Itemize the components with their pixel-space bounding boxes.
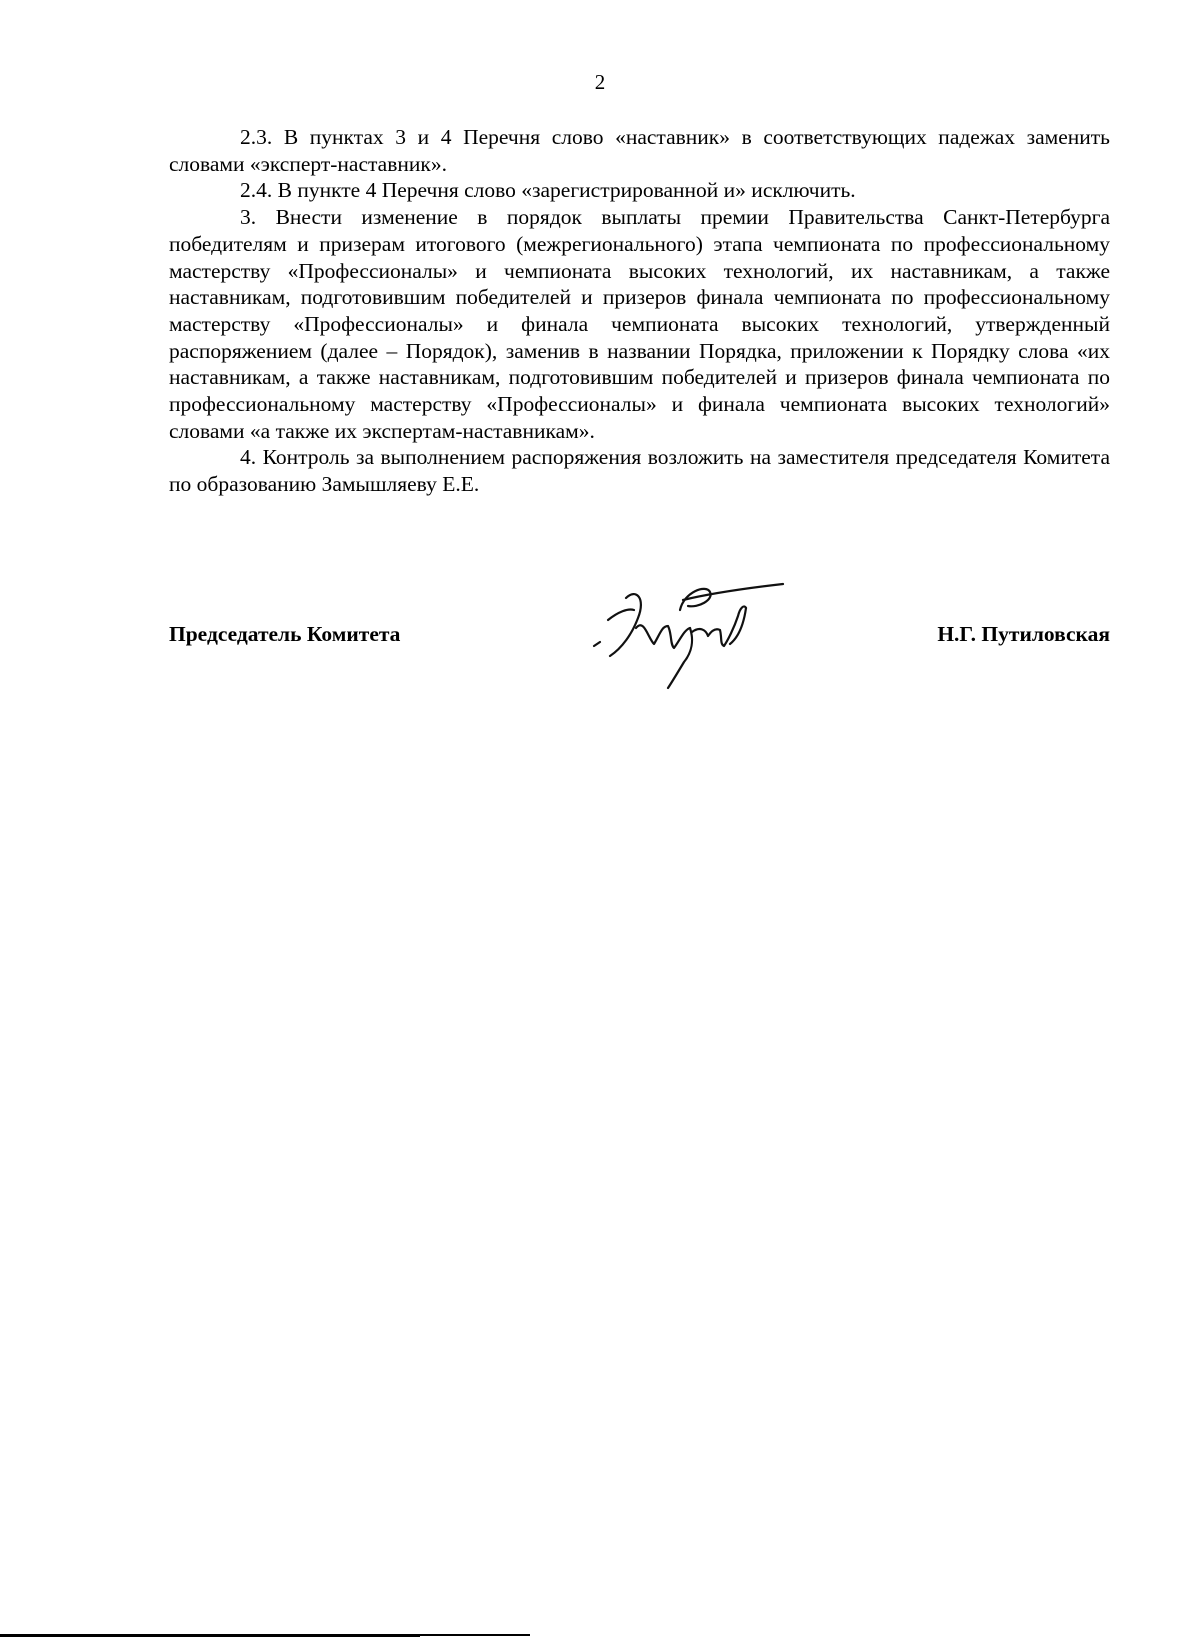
paragraph-2-3: 2.3. В пунктах 3 и 4 Перечня слово «наставник» в соответствующих падежах заменить словами «эксперт-наставник». xyxy=(169,125,1110,176)
paragraph-4: 4. Контроль за выполнением распоряжения возложить на заместителя председателя Комитета по образованию Замышляеву Е.Е. xyxy=(169,445,1110,497)
paragraph-3: 3. Внести изменение в порядок выплаты премии Правительства Санкт-Петербурга победителям и призерам итогового (межрегионального) этапа чемпионата по профессиональному мастерству «Профессионалы» и чемпионата высоких технологий, их наставникам, а также наставникам, подготовившим победителей и призеров финала чемпионата по профессиональному мастерству «Профессионалы» и финала чемпионата высоких технологий, утвержденный распоряжением (далее – Порядок), заменив в названии Порядка, приложении к Порядку слова «их наставникам, а также наставникам, подготовившим победителей и призеров финала чемпионата по профессиональному мастерству «Профессионалы» и финала чемпионата высоких технологий» словами «а также их экспертам-наставникам». xyxy=(169,205,1110,443)
signatory-title: Председатель Комитета xyxy=(169,622,401,646)
scan-edge-line xyxy=(0,1634,420,1637)
document-body xyxy=(169,124,1110,498)
signatory-name: Н.Г. Путиловская xyxy=(937,622,1110,646)
page-number: 2 xyxy=(594,70,606,94)
paragraph-2-4: 2.4. В пункте 4 Перечня слово «зарегистрированной и» исключить. xyxy=(240,178,856,203)
scan-edge-line-secondary xyxy=(420,1634,530,1636)
handwritten-signature xyxy=(588,578,788,690)
